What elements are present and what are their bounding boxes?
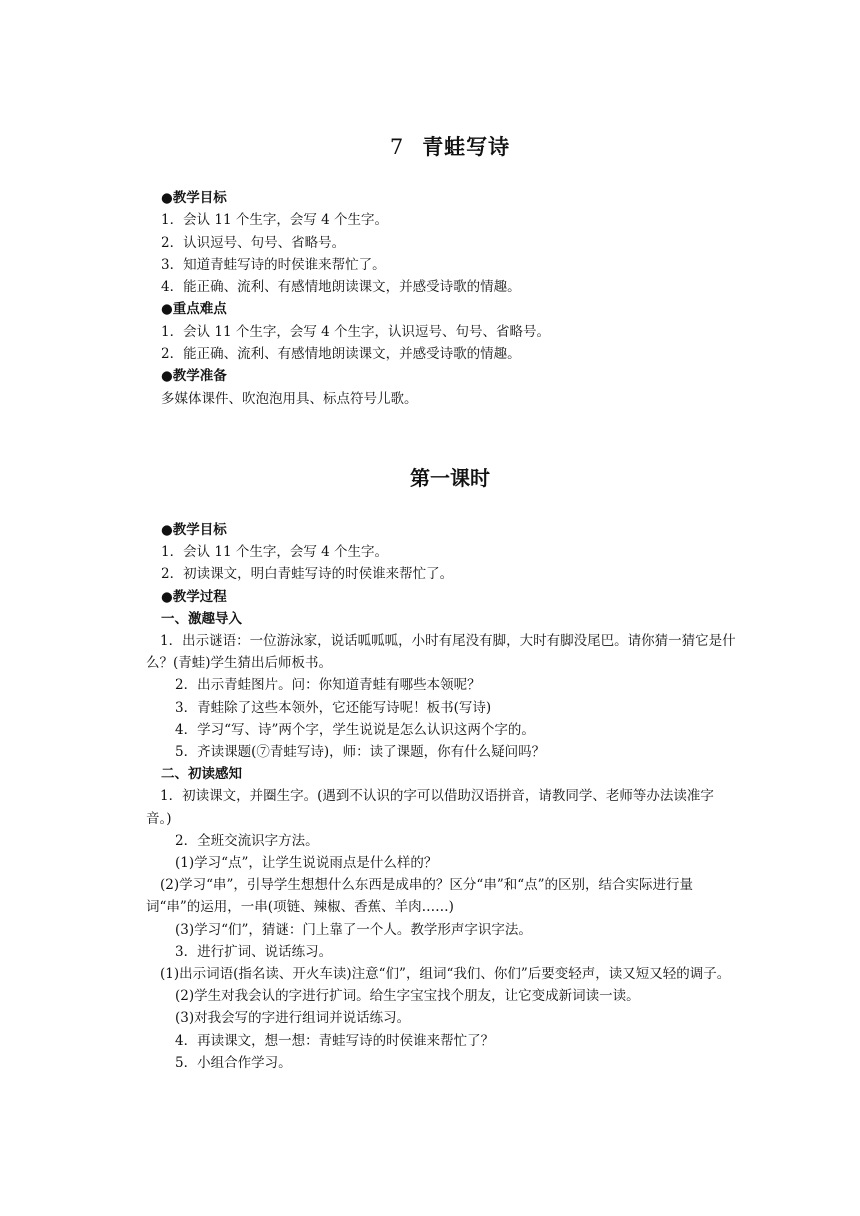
process-step: (1)学习“点”，让学生说说雨点是什么样的？ — [175, 855, 438, 872]
process-step: 1．出示谜语：一位游泳家，说话呱呱呱，小时有尾没有脚，大时有脚没尾巴。请你猜一猜它是什么？(青蛙)学生猜出后师板书。 — [146, 633, 736, 672]
process-step: 4．学习“写、诗”两个字，学生说说是怎么认识这两个字的。 — [175, 721, 535, 738]
goal-item: 4．能正确、流利、有感情地朗读课文，并感受诗歌的情趣。 — [161, 279, 521, 296]
section-heading: 二、初读感知 — [161, 766, 242, 783]
goals-heading: ●教学目标 — [161, 190, 227, 206]
process-step: (3)学习“们”，猜谜：门上靠了一个人。教学形声字识字法。 — [175, 921, 532, 938]
process-step: (2)学习“串”，引导学生想想什么东西是成串的？区分“串”和“点”的区别，结合实际进行量词“串”的运用，一串(项链、辣椒、香蕉、羊肉……) — [146, 877, 694, 916]
lesson-number: 7 — [389, 135, 405, 159]
lesson-title-text: 青蛙写诗 — [422, 135, 511, 159]
process-step: 3．青蛙除了这些本领外，它还能写诗呢！板书(写诗) — [175, 699, 492, 716]
prep-heading: ●教学准备 — [161, 368, 227, 385]
period-heading: 第一课时 — [410, 466, 490, 490]
focus-heading: ●重点难点 — [161, 301, 227, 318]
process-heading: ●教学过程 — [161, 588, 227, 605]
process-step: 1．初读课文，并圈生字。(遇到不认识的字可以借助汉语拼音，请教同学、老师等办法读准字音。) — [146, 788, 714, 827]
focus-item: 1．会认 11 个生字，会写 4 个生字，认识逗号、句号、省略号。 — [161, 323, 551, 340]
period-section — [146, 519, 741, 1074]
process-step: (1)出示词语(指名读、开火车读)注意“们”，组词“我们、你们”后要变轻声，读又短又轻的调子。 — [160, 966, 731, 983]
goal-item: 2．认识逗号、句号、省略号。 — [161, 234, 346, 251]
prep-text: 多媒体课件、吹泡泡用具、标点符号儿歌。 — [161, 390, 418, 407]
section-heading: 一、激趣导入 — [161, 610, 242, 627]
process-step: 2．出示青蛙图片。问：你知道青蛙有哪些本领呢？ — [175, 677, 481, 694]
process-step: 5．小组合作学习。 — [175, 1054, 292, 1071]
process-step: 5．齐读课题(⑦青蛙写诗)，师：读了课题，你有什么疑问吗？ — [175, 744, 546, 761]
focus-item: 2．能正确、流利、有感情地朗读课文，并感受诗歌的情趣。 — [161, 346, 521, 363]
process-step: 2．全班交流识字方法。 — [175, 832, 319, 849]
period-goal-item: 2．初读课文，明白青蛙写诗的时侯谁来帮忙了。 — [161, 566, 454, 583]
lesson-title — [0, 131, 860, 161]
goal-item: 3．知道青蛙写诗的时侯谁来帮忙了。 — [161, 256, 386, 273]
process-step: 3．进行扩词、说话练习。 — [175, 943, 333, 960]
goal-item: 1．会认 11 个生字，会写 4 个生字。 — [161, 212, 389, 229]
overview-section — [161, 187, 741, 410]
process-step: 4．再读课文，想一想：青蛙写诗的时侯谁来帮忙了？ — [175, 1032, 495, 1049]
process-step: (3)对我会写的字进行组词并说话练习。 — [175, 1010, 411, 1027]
period-goals-heading: ●教学目标 — [161, 522, 227, 538]
process-step: (2)学生对我会认的字进行扩词。给生字宝宝找个朋友，让它变成新词读一读。 — [175, 988, 640, 1005]
period-goal-item: 1．会认 11 个生字，会写 4 个生字。 — [161, 544, 389, 561]
